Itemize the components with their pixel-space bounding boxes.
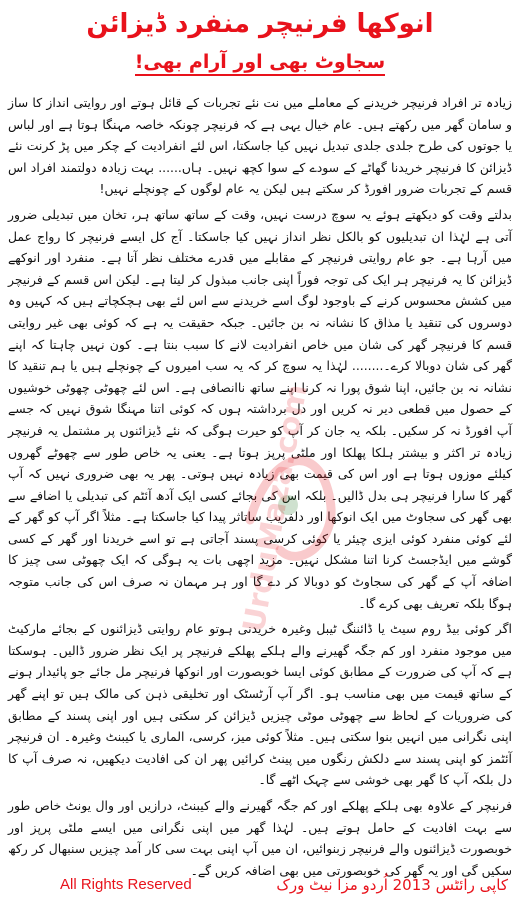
watermark-text: UrduMaza.com	[236, 381, 315, 635]
page-footer	[0, 872, 520, 898]
article-paragraph: فرنیچر کے علاوہ بھی ہلکے پھلکے اور کم جگہ گھیرنے والے کیبنٹ، درازیں اور وال یونٹ خاص طور سے بہت افادیت کے حامل ہوتے ہیں۔ لہٰذا گھر میں اپنی نگرانی میں ایسے ملٹی پرپز اور خوبصورت ڈیزائنوں والے فرنیچر زبنوائیں، ان میں آپ اپنی بہت سی کار آمد چیزیں سنبھال کر رکھ سکیں گی اور یہ گھر کی خوبصورتی میں بھی اضافہ کریں گے۔	[8, 798, 512, 878]
article-body	[8, 92, 512, 885]
article-paragraph: اگر کوئی بیڈ روم سیٹ یا ڈائننگ ٹیبل وغیرہ خریدنی ہوتو عام روایتی ڈیزائنوں کے بجائے مارکیٹ میں موجود منفرد اور کم جگہ گھیرنے والے ہلکے پھلکے فرنیچر پر ایک نظر ضرور ڈالیں۔ ہوسکتا ہے کہ آپ کی ضرورت کے مطابق کوئی ایسا خوبصورت اور انوکھا فرنیچر مل جائے جو پائیدار ہونے کے ساتھ قیمت میں بھی مناسب ہو۔ اگر آپ آرٹسٹک اور تخلیقی ذہن کی مالک ہیں تو اپنے گھر کی ضروریات کے لحاظ سے چھوٹی موٹی چیزیں ڈیزائن کر سکتی ہیں اور اپنی پسند کے مطابق اپنی نگرانی میں انہیں بنوا سکتی ہیں۔ مثلاً کوئی میز، کرسی، الماری یا کیبنٹ وغیرہ۔ ان فرنیچر آئٹمز کو اپنی پسند سے دلکش رنگوں میں پینٹ کرائیں پھر ان کی افادیت دیکھیں، نہ صرف آپ کا دل بلکہ آپ کا گھر بھی خوشی سے چہک اٹھے گا۔	[8, 621, 512, 788]
article-subtitle-text: سجاوٹ بھی اور آرام بھی!	[135, 51, 386, 76]
article-paragraph: بدلتے وقت کو دیکھتے ہوئے یہ سوچ درست نہیں، وقت کے ساتھ ساتھ ہر، تخان میں تبدیلی ضرور آتی ہے لہٰذا ان تبدیلیوں کو بالکل نظر انداز نہیں کیا جاسکتا۔ آج کل ایسے فرنیچر کا رواج عمل میں آرہا ہے۔ جو عام روایتی فرنیچر کے مقابلے میں قدرے مختلف نظر آتا ہے۔ منفرد اور انوکھے ڈیزائن کا یہ فرنیچر ہر ایک کی توجہ فوراً اپنی جانب مبذول کر لیتا ہے۔ لیکن اس قسم کے فرنیچر میں کشش محسوس کرنے کے باوجود لوگ اسے خریدنے سے اس لئے بھی ہچکچاتے ہیں کہ کہیں وہ دوسروں کی تنقید یا مذاق کا نشانہ نہ بن جائیں۔ جبکہ حقیقت یہ ہے کہ کوئی بھی غیر روایتی قسم کا فرنیچر گھر کی شان میں خاص انفرادیت لانے کا سبب بنتا ہے۔ کون نہیں چاہتا کہ اپنے گھر کی شان دوبالا کرے۔........ لہٰذا یہ سوچ کر کہ یہ سب امیروں کے چونچلے ہیں یا ہم تنقید کا نشانہ نہ بن جائیں، اپنا شوق پورا نہ کرنا اپنے ساتھ ناانصافی ہے۔ اس لئے چھوٹی چھوٹی خوشیوں کے حصول میں قطعی دیر نہ کریں اور دل برداشتہ ہوں کہ کوئی اتنا مہنگا شوق نہیں کہ جسے آپ افورڈ نہ کر سکیں۔ بلکہ یہ جان کر آپ کو حیرت ہوگی کہ نئے ڈیزائنوں پر مشتمل یہ فرنیچر زیادہ تر اکثر و بیشتر ہلکا پھلکا اور ملٹی پرپز ہوتا ہے۔ یعنی یہ خاص طور سے چھوٹے گھروں کیلئے موزوں ہوتا ہے اور اس کی قیمت بھی زیادہ نہیں ہوتی۔ پھر یہ بھی ضروری نہیں کہ آپ گھر کا سارا فرنیچر ہی بدل ڈالیں۔ بلکہ اس کی بجائے کسی ایک آدھ آئٹم کی تبدیلی یا اضافے سے بھی گھر کی سجاوٹ میں ایک انوکھا اور دلفریب ساتاثر پیدا کیا جاسکتا ہے۔ مثلاً اگر آپ کو گھر کے لئے کوئی منفرد کوئی ایزی چیئر یا کوئی کرسی پسند آجاتی ہے تو اسے خریدنا اور گھر کے کسی گوشے میں ایڈجسٹ کرنا اتنا مشکل نہیں۔ مزید اچھی بات یہ ہوگی کہ ایک چھوٹی سی چیز کا اضافہ آپ کے گھر کی سجاوٹ کو دوبالا کر دے گا اور ہر مہمان نہ صرف اس کی جانب متوجہ ہوگا بلکہ تعریف بھی کرے گا۔	[8, 206, 512, 611]
all-rights-reserved: All Rights Reserved	[60, 876, 192, 893]
article-title: انوکھا فرنیچر منفرد ڈیزائن	[86, 9, 434, 39]
copyright-notice: کاپی رائٹس 2013 اُردو مزا نیٹ ورک	[276, 876, 508, 894]
article-subtitle	[0, 48, 520, 76]
article-paragraph: زیادہ تر افراد فرنیچر خریدنے کے معاملے میں نت نئے تجربات کے قائل ہوتے اور روایتی انداز کا ساز و سامان گھر میں رکھتے ہیں۔ عام خیال یہی ہے کہ فرنیچر چونکہ خاصہ مہنگا ہوتا ہے اور لباس یا جوتوں کی طرح جلدی جلدی تبدیل نہیں کیا جاسکتا، اس لئے انفرادیت کے چکر میں پڑ کرنت نئے ڈیزائن کا فرنیچر خریدنا گھاٹے کے سودے کے سوا کچھ نہیں۔ ہاں...... بہت زیادہ دولتمند افراد اس قسم کے تجربات ضرور افورڈ کر سکتے ہیں لیکن یہ عام لوگوں کے چونچلے نہیں!	[8, 95, 512, 197]
